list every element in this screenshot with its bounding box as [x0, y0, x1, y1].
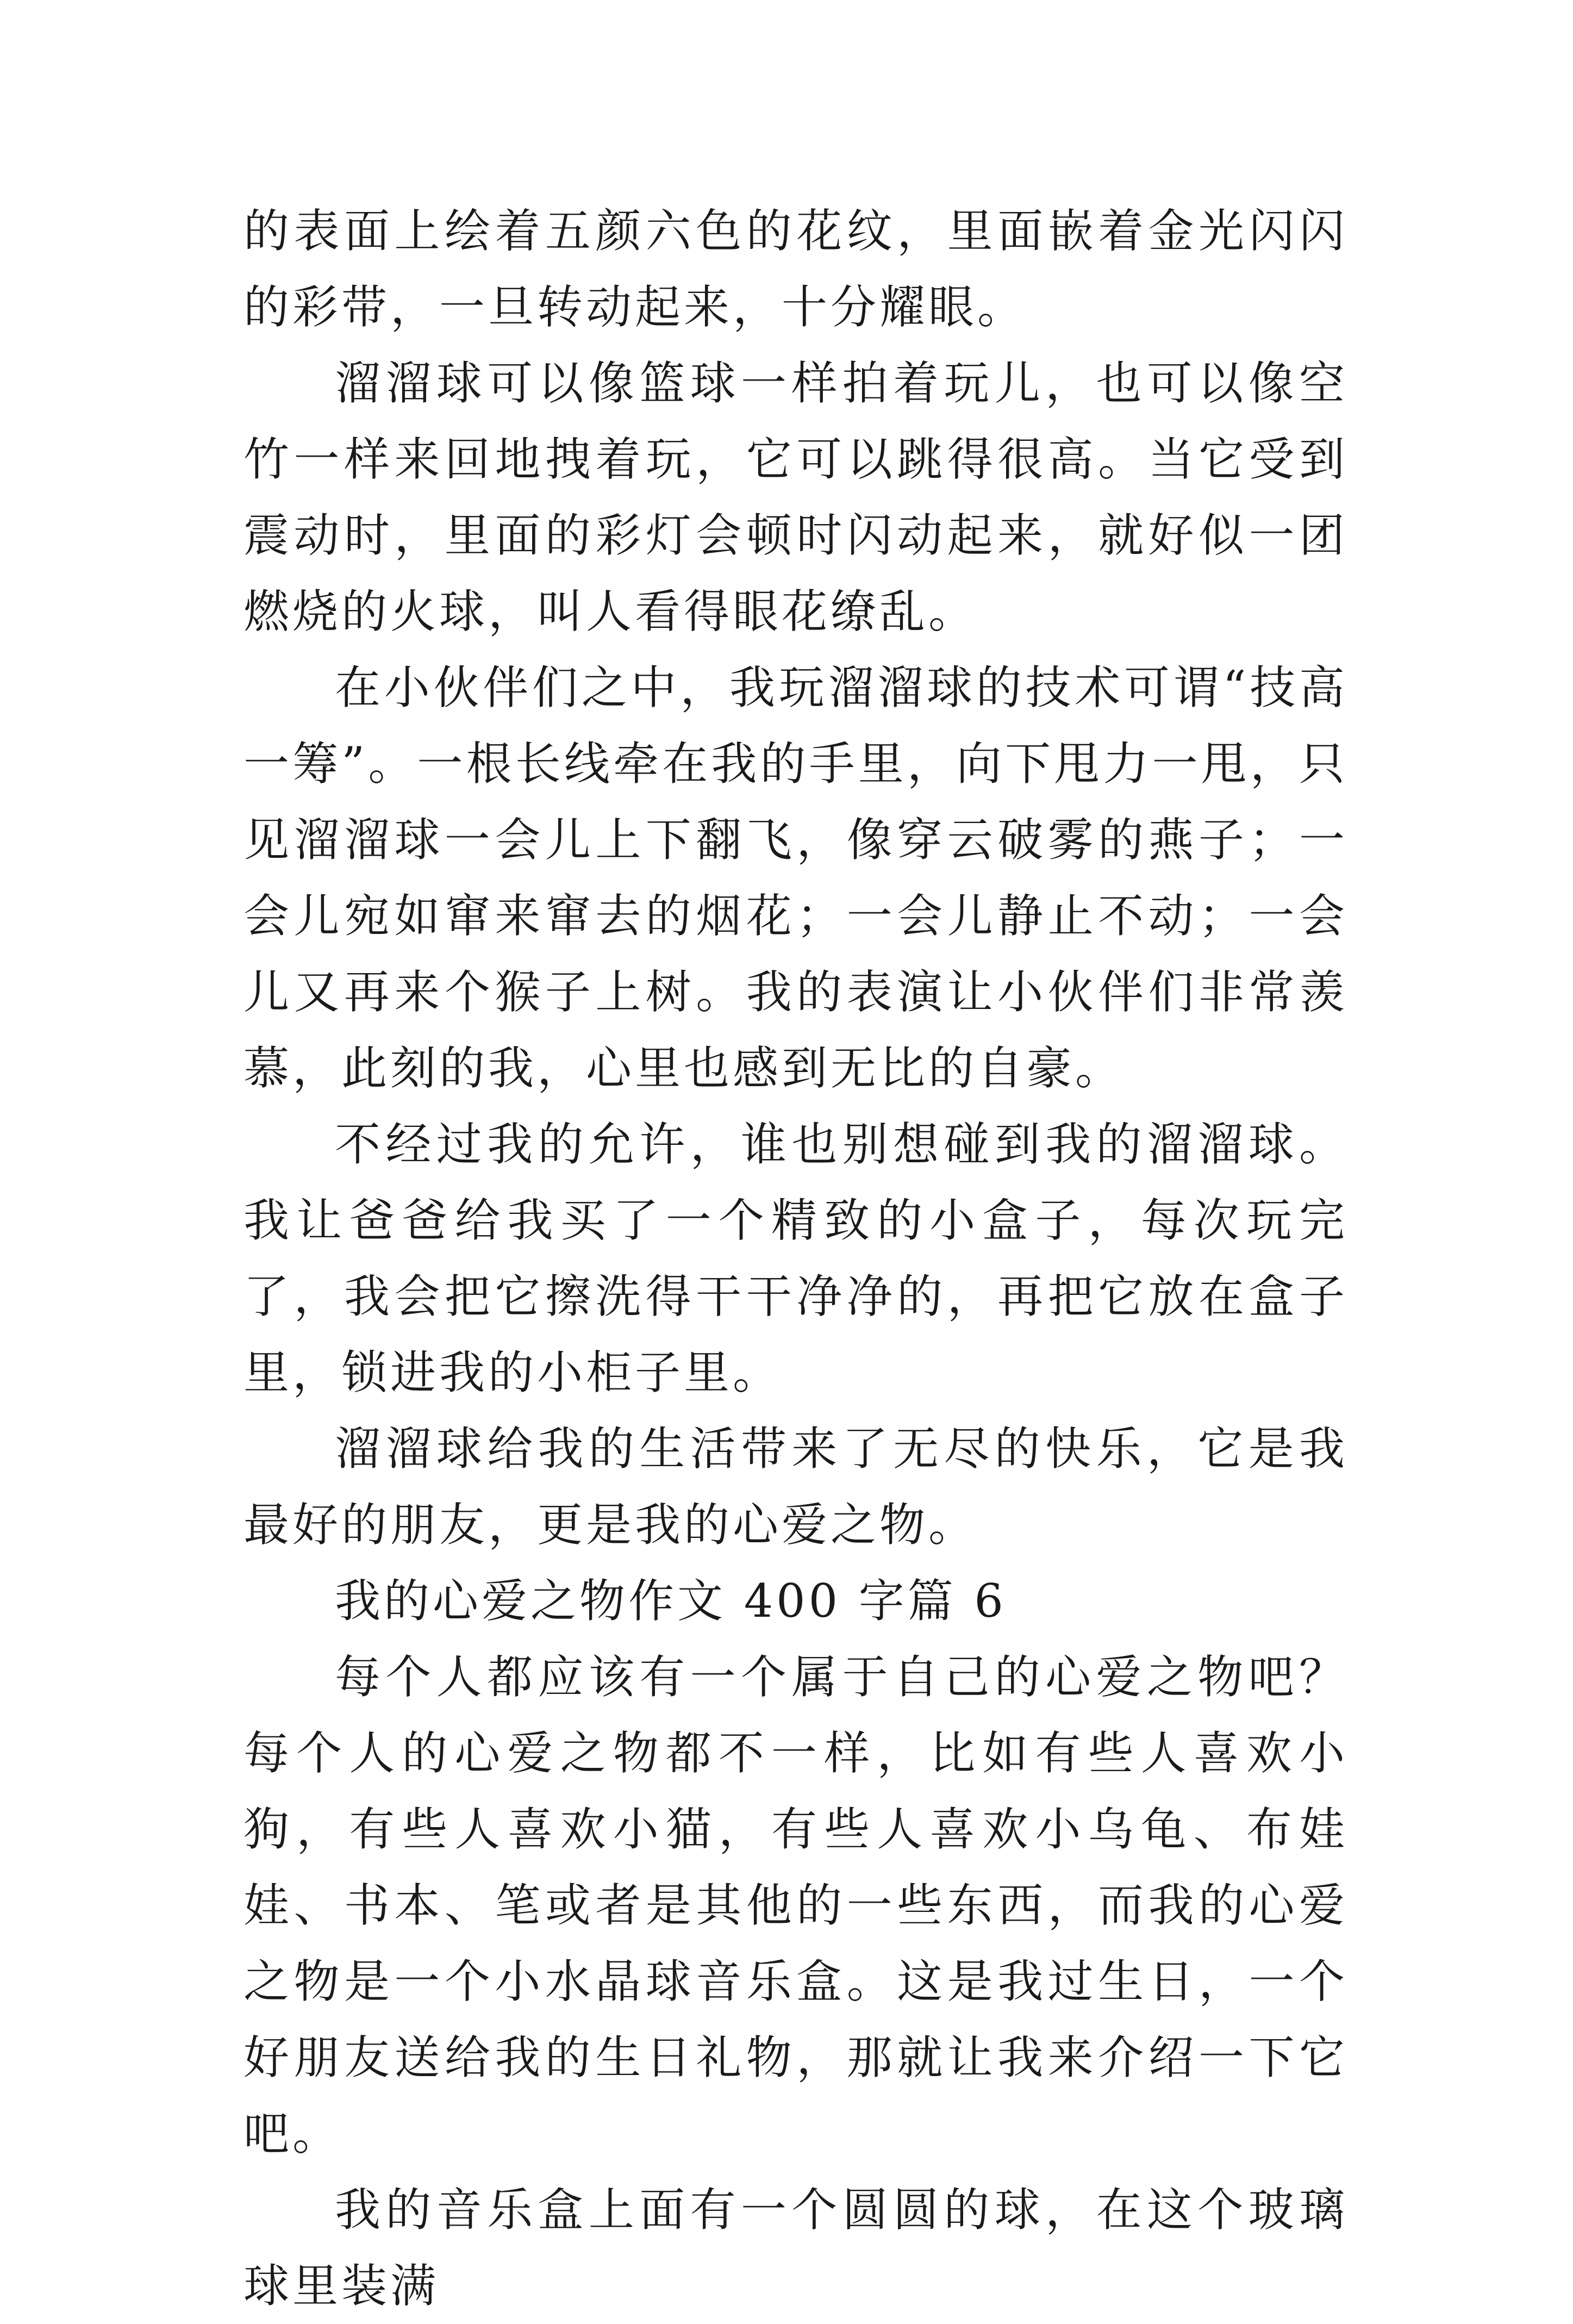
paragraph-7: 我的音乐盒上面有一个圆圆的球，在这个玻璃球里装满 — [244, 2183, 1348, 2313]
paragraph-2: 溜溜球可以像篮球一样拍着玩儿，也可以像空竹一样来回地拽着玩，它可以跳得很高。当它受到震动时，里面的彩灯会顿时闪动起来，就好似一团燃烧的火球，叫人看得眼花缭乱。 — [244, 357, 1348, 638]
section-heading: 我的心爱之物作文 400 字篇 6 — [335, 1574, 1007, 1628]
paragraph-1: 的表面上绘着五颜六色的花纹，里面嵌着金光闪闪的彩带，一旦转动起来，十分耀眼。 — [244, 204, 1348, 334]
paragraph-6: 每个人都应该有一个属于自己的心爱之物吧？每个人的心爱之物都不一样，比如有些人喜欢小狗，有些人喜欢小猫，有些人喜欢小乌龟、布娃娃、书本、笔或者是其他的一些东西，而我的心爱之物是一个小水晶球音乐盒。这是我过生日，一个好朋友送给我的生日礼物，那就让我来介绍一下它吧。 — [244, 1650, 1348, 2160]
paragraph-5: 溜溜球给我的生活带来了无尽的快乐，它是我最好的朋友，更是我的心爱之物。 — [244, 1422, 1348, 1552]
document-body — [244, 193, 1348, 2324]
paragraph-4: 不经过我的允许，谁也别想碰到我的溜溜球。我让爸爸给我买了一个精致的小盒子，每次玩完了，我会把它擦洗得干干净净的，再把它放在盒子里，锁进我的小柜子里。 — [244, 1118, 1348, 1399]
paragraph-3: 在小伙伴们之中，我玩溜溜球的技术可谓“技高一筹”。一根长线牵在我的手里，向下甩力一甩，只见溜溜球一会儿上下翻飞，像穿云破雾的燕子；一会儿宛如窜来窜去的烟花；一会儿静止不动；一会儿又再来个猴子上树。我的表演让小伙伴们非常羡慕，此刻的我，心里也感到无比的自豪。 — [244, 661, 1348, 1095]
